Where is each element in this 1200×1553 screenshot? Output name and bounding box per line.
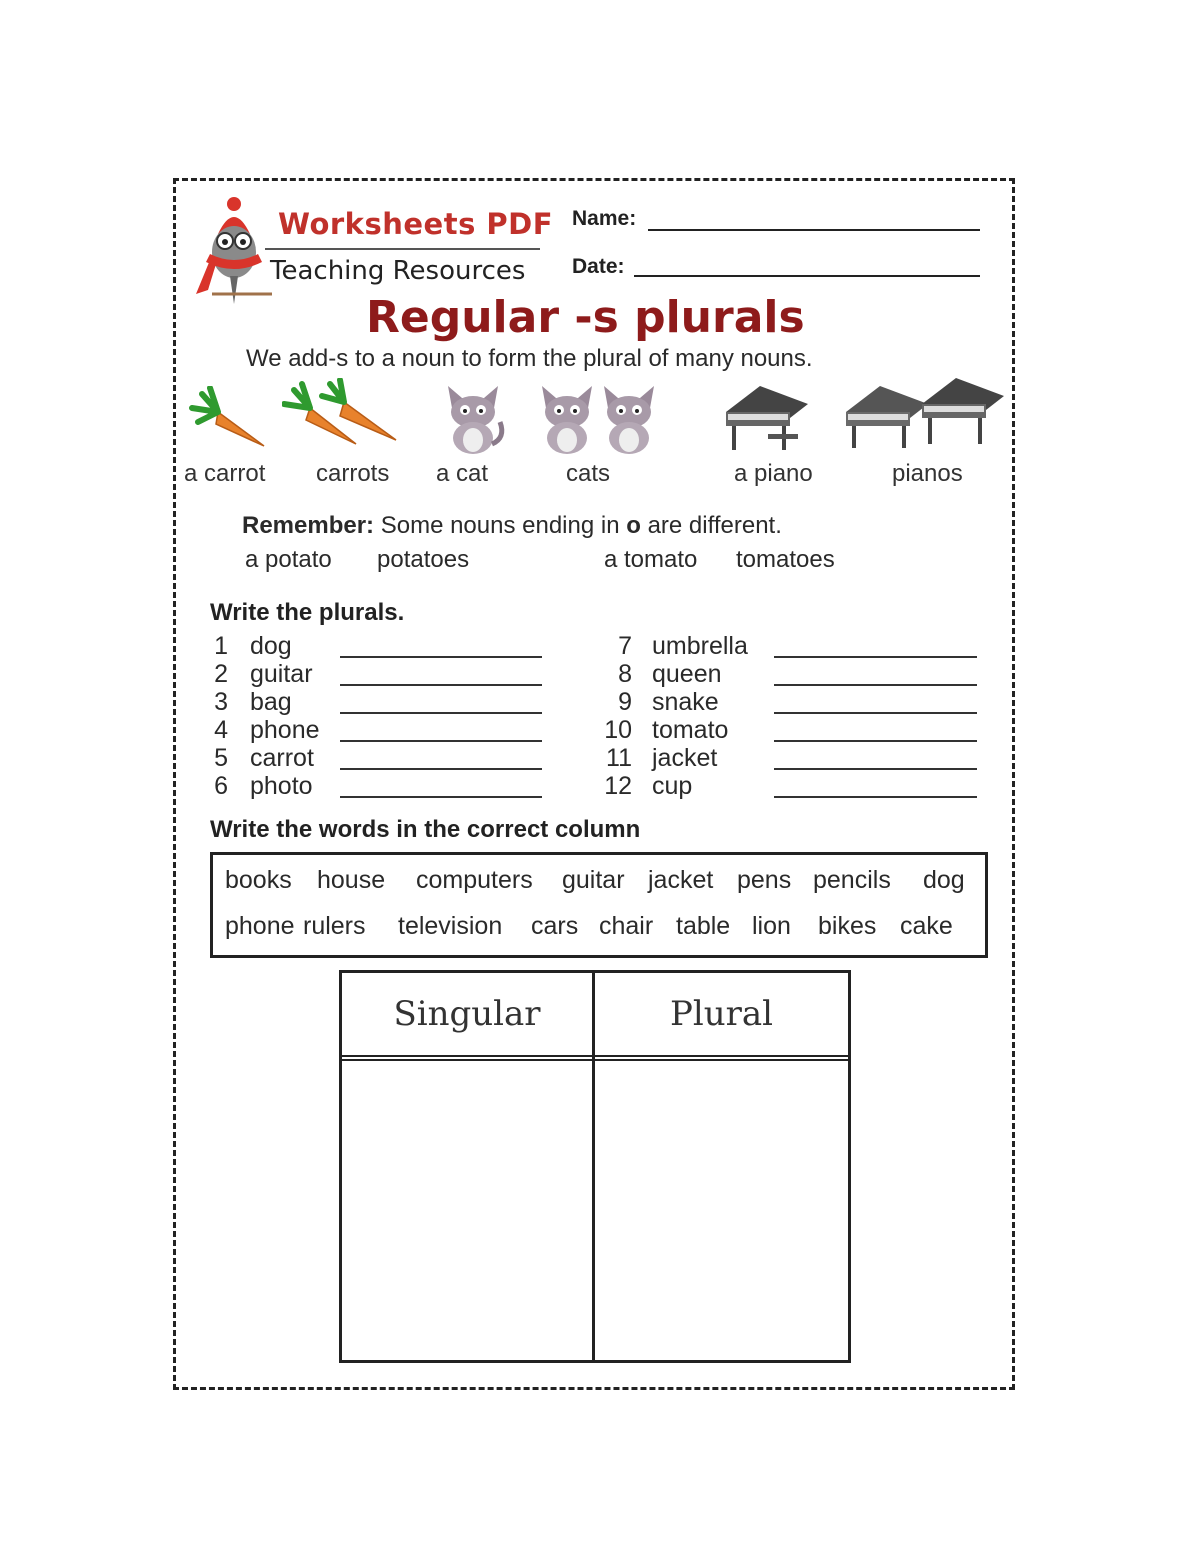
word-bank-item: jacket	[648, 866, 714, 894]
item-word: cup	[652, 772, 693, 800]
date-label: Date:	[572, 255, 625, 278]
word-bank-item: pens	[737, 866, 792, 894]
word-bank-item: phone	[225, 912, 295, 940]
item-number: 3	[214, 688, 228, 716]
item-word: photo	[250, 772, 313, 800]
word-bank-item: guitar	[562, 866, 625, 894]
item-number: 9	[618, 688, 632, 716]
item-number: 1	[214, 632, 228, 660]
word-bank-item: computers	[416, 866, 533, 894]
item-word: umbrella	[652, 632, 748, 660]
example-label: a piano	[734, 460, 813, 487]
date-field[interactable]	[634, 275, 980, 277]
logo-subtitle: Teaching Resources	[270, 256, 526, 286]
item-number: 4	[214, 716, 228, 744]
item-number: 12	[604, 772, 632, 800]
item-number: 6	[214, 772, 228, 800]
answer-line[interactable]	[774, 740, 977, 742]
word-bank-item: cars	[531, 912, 579, 940]
carrot-icon	[188, 386, 268, 452]
exercise1-heading: Write the plurals.	[210, 599, 405, 626]
example-label: pianos	[892, 460, 963, 487]
answer-line[interactable]	[340, 768, 542, 770]
cats-icon	[534, 382, 664, 454]
example-label: carrots	[316, 460, 390, 487]
cat-icon	[440, 382, 506, 454]
remember-example: tomatoes	[736, 546, 835, 573]
answer-line[interactable]	[774, 684, 977, 686]
example-label: cats	[566, 460, 611, 487]
item-number: 11	[606, 744, 632, 772]
remember-text-end: are different.	[640, 512, 782, 539]
plural-answer-cell[interactable]	[595, 1062, 848, 1360]
item-number: 2	[214, 660, 228, 688]
answer-line[interactable]	[340, 796, 542, 798]
table-header-divider	[339, 1055, 851, 1061]
intro-text: We add-s to a noun to form the plural of many nouns.	[246, 345, 813, 372]
word-bank-item: books	[225, 866, 292, 894]
answer-line[interactable]	[340, 712, 542, 714]
column-header-plural: Plural	[669, 994, 774, 1034]
carrots-icon	[282, 378, 400, 450]
remember-note	[242, 512, 782, 540]
item-number: 10	[604, 716, 632, 744]
item-word: guitar	[250, 660, 313, 688]
item-word: bag	[250, 688, 292, 716]
singular-answer-cell[interactable]	[342, 1062, 592, 1360]
word-bank-item: chair	[599, 912, 654, 940]
name-label: Name:	[572, 207, 637, 230]
example-label: a carrot	[184, 460, 266, 487]
word-bank-item: lion	[752, 912, 791, 940]
name-field[interactable]	[648, 229, 980, 231]
owl-logo-icon	[192, 196, 278, 308]
item-number: 5	[214, 744, 228, 772]
exercise2-heading: Write the words in the correct column	[210, 816, 641, 843]
column-header-singular: Singular	[393, 994, 541, 1034]
item-number: 7	[618, 632, 632, 660]
item-word: tomato	[652, 716, 729, 744]
remember-example: potatoes	[377, 546, 470, 573]
item-word: phone	[250, 716, 320, 744]
word-bank-item: bikes	[818, 912, 877, 940]
item-word: queen	[652, 660, 722, 688]
piano-icon	[720, 382, 812, 454]
answer-line[interactable]	[340, 684, 542, 686]
remember-example: a tomato	[604, 546, 698, 573]
word-bank-item: rulers	[303, 912, 366, 940]
logo-title: Worksheets PDF	[278, 207, 554, 241]
answer-line[interactable]	[774, 712, 977, 714]
remember-text: Some nouns ending in	[374, 512, 627, 539]
answer-line[interactable]	[340, 656, 542, 658]
word-bank-item: pencils	[813, 866, 891, 894]
item-number: 8	[618, 660, 632, 688]
remember-letter: o	[626, 512, 641, 539]
answer-line[interactable]	[774, 796, 977, 798]
word-bank-item: television	[398, 912, 503, 940]
example-label: a cat	[436, 460, 489, 487]
logo-divider	[265, 248, 540, 250]
word-bank-item: house	[317, 866, 386, 894]
item-word: dog	[250, 632, 292, 660]
item-word: carrot	[250, 744, 314, 772]
word-bank-item: dog	[923, 866, 965, 894]
answer-line[interactable]	[774, 656, 977, 658]
remember-example: a potato	[245, 546, 332, 573]
pianos-icon	[840, 374, 1006, 450]
word-bank-item: cake	[900, 912, 953, 940]
answer-line[interactable]	[340, 740, 542, 742]
answer-line[interactable]	[774, 768, 977, 770]
item-word: jacket	[652, 744, 718, 772]
item-word: snake	[652, 688, 719, 716]
word-bank-item: table	[676, 912, 731, 940]
remember-label: Remember:	[242, 512, 375, 539]
page-title: Regular -s plurals	[366, 292, 805, 343]
